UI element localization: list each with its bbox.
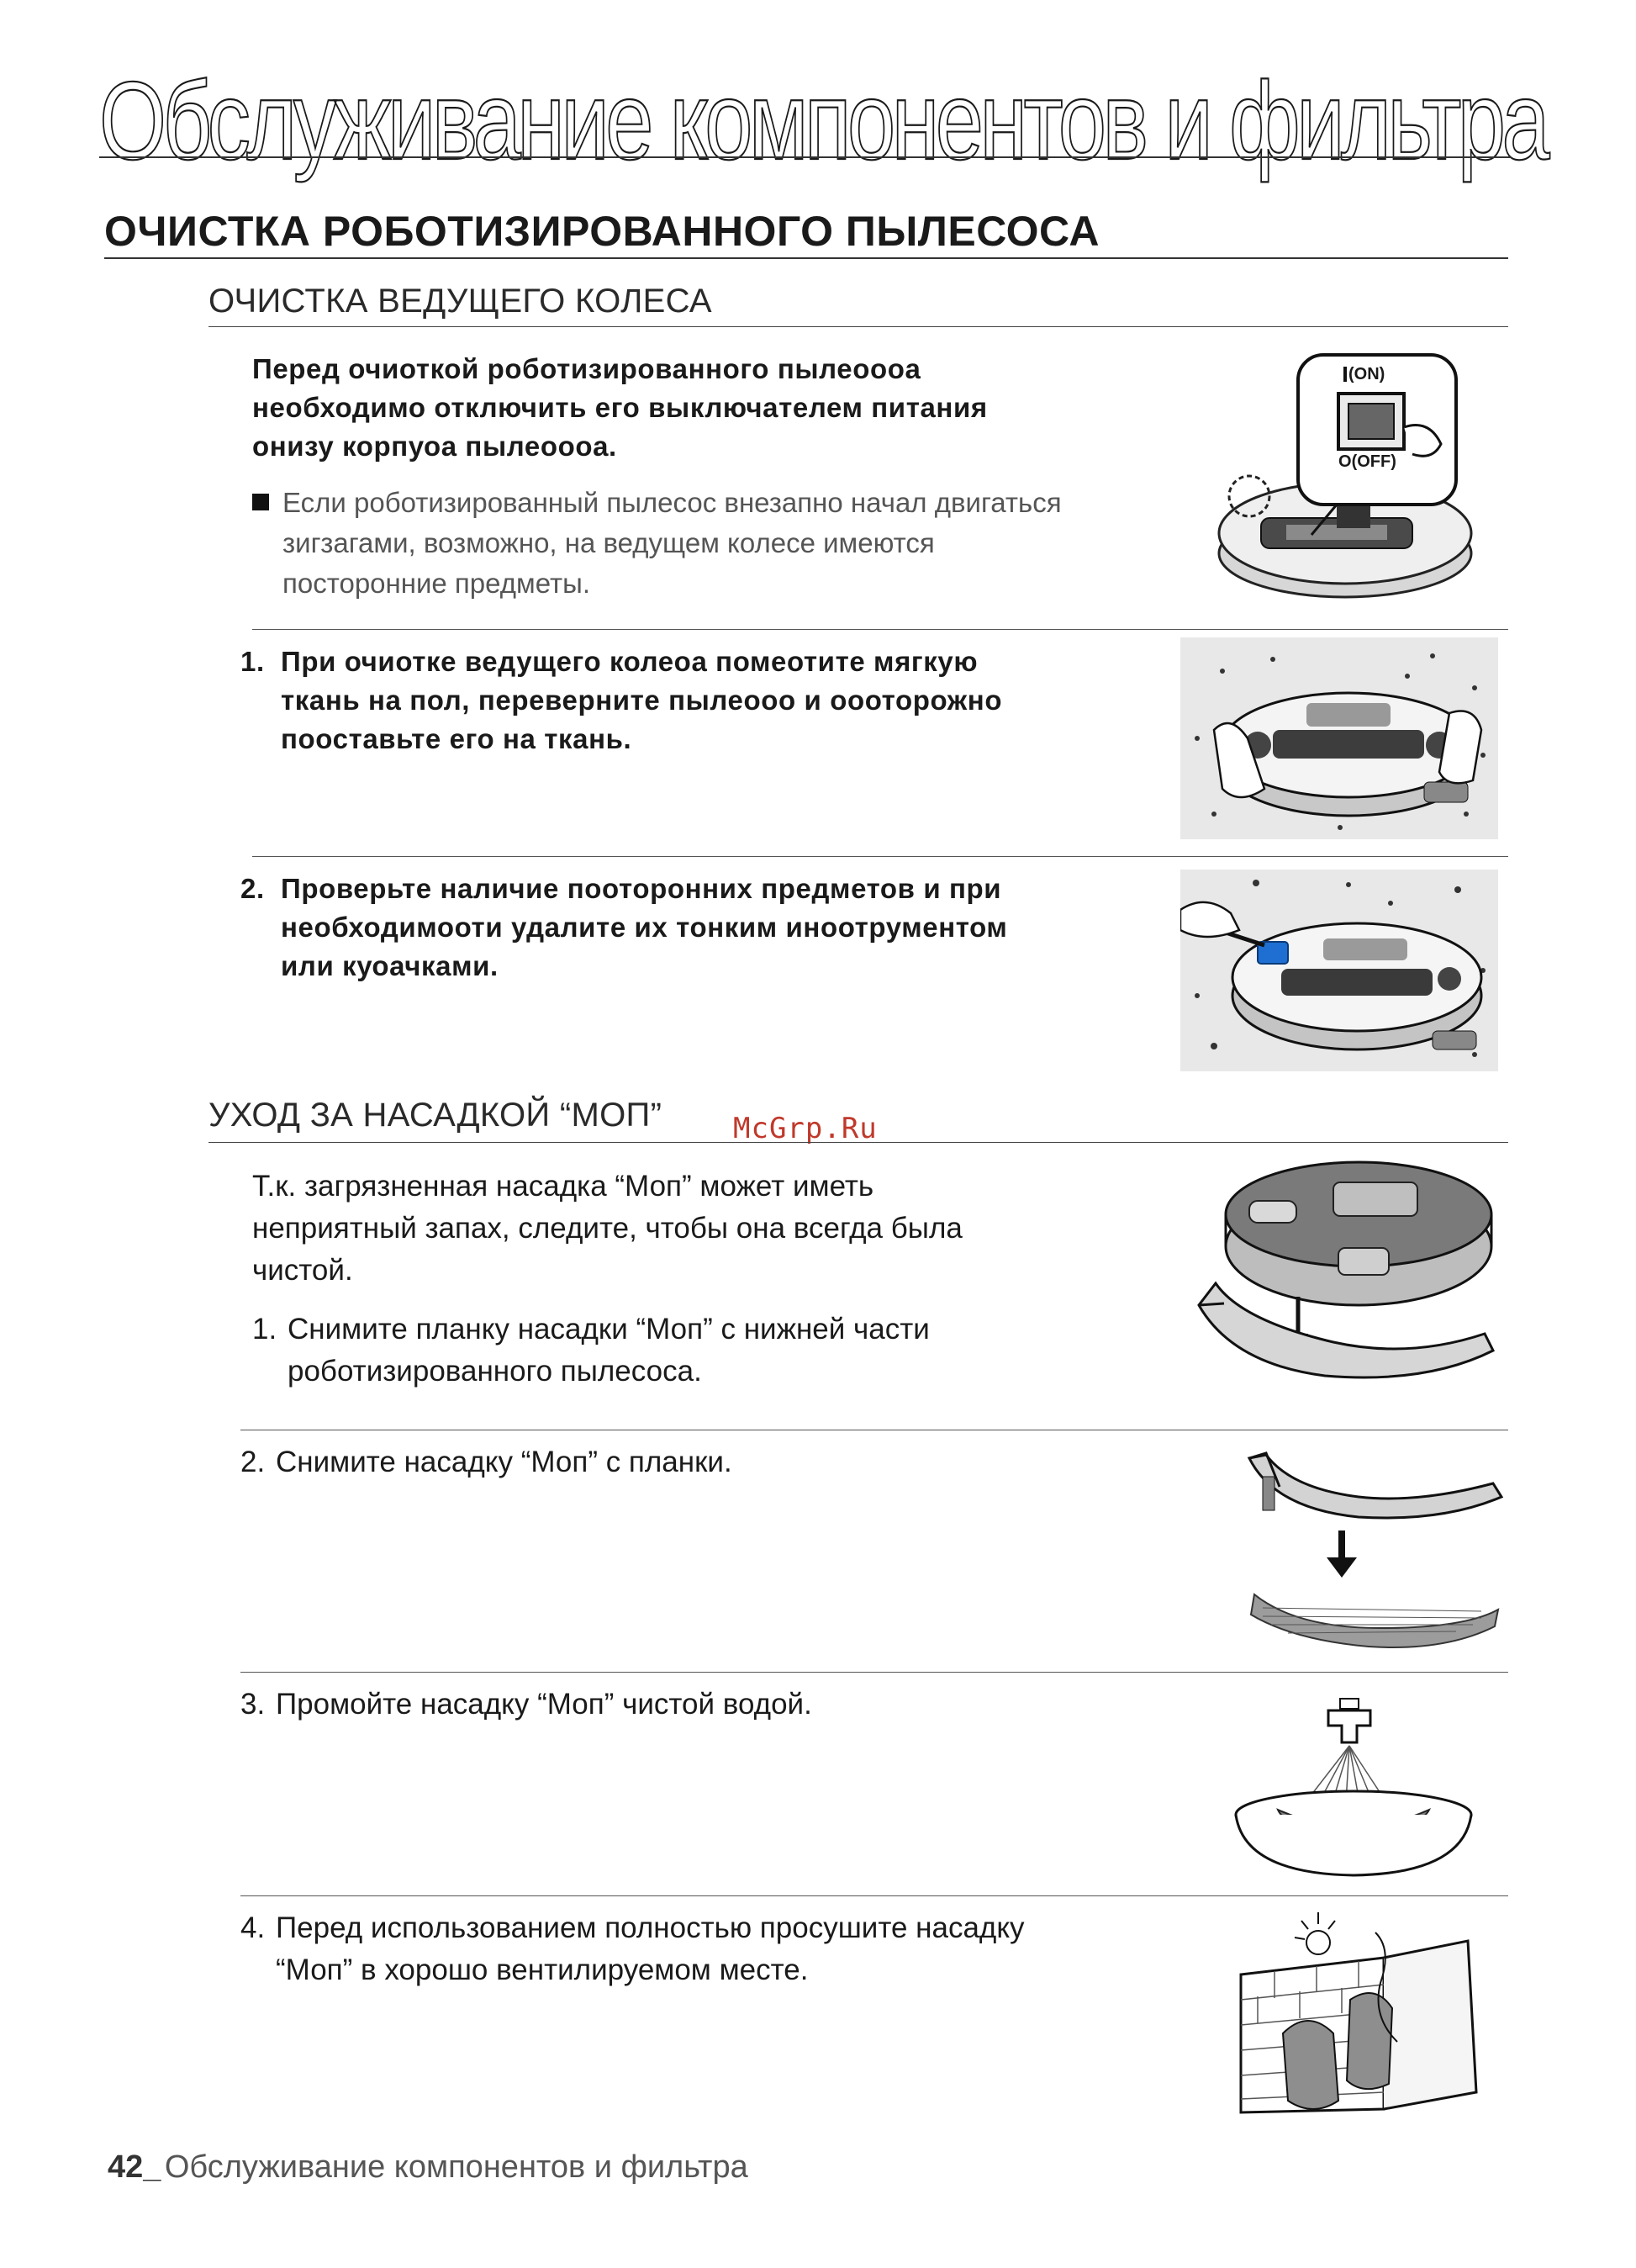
step-number: 3. (240, 1688, 266, 1721)
wheel-step-2 (240, 870, 1165, 986)
step-line: Проверьте наличие пооторонних предметов и при (281, 873, 1002, 904)
step-line: Снимите насадку “Моп” с планки. (276, 1446, 732, 1478)
switch-off-label: O(OFF) (1338, 452, 1396, 471)
robot-and-mop-plate-icon (1190, 1154, 1503, 1403)
step-number: 4. (240, 1911, 266, 1944)
power-switch-illustration (1211, 343, 1478, 605)
step-line: Промойте насадку “Моп” чистой водой. (276, 1688, 812, 1721)
wheel-step-1 (240, 642, 1165, 759)
page-number: 42_ (108, 2149, 161, 2185)
divider (240, 1895, 1508, 1896)
warning-line: необходимо отключить его выключателем питания (252, 392, 988, 423)
section-rule (104, 257, 1508, 259)
mop-heading-rule (208, 1142, 1508, 1143)
basin-and-faucet-icon (1227, 1690, 1480, 1882)
wheel-note (252, 483, 1185, 604)
wheel-heading-rule (208, 326, 1508, 327)
note-line: зигзагами, возможно, на ведущем колесе имеются (282, 527, 935, 558)
mop-pad-separation-icon (1238, 1446, 1507, 1660)
mop-step-4 (240, 1907, 1207, 1991)
dry-mop-illustration (1224, 1907, 1493, 2126)
step-line: Перед использованием полностью просушите насадку (276, 1911, 1025, 1944)
note-line: посторонние предметы. (282, 568, 590, 599)
step-line: пооставьте его на ткань. (281, 723, 632, 754)
flip-robot-illustration (1180, 637, 1498, 839)
tool-cleaning-wheel-icon (1180, 870, 1498, 1071)
step-line: “Моп” в хорошо вентилируемом месте. (276, 1953, 809, 1986)
step-number: 1. (240, 646, 265, 677)
mop-drying-by-wall-icon (1224, 1907, 1493, 2126)
intro-line: Т.к. загрязненная насадка “Моп” может иметь (252, 1170, 874, 1203)
wash-mop-illustration (1227, 1690, 1480, 1882)
step-line: Снимите планку насадки “Моп” с нижней части (288, 1313, 930, 1345)
step-line: необходимооти удалите их тонким иноотрументом (281, 912, 1008, 943)
switch-on-label: (ON) (1343, 365, 1385, 384)
footer-title: Обслуживание компонентов и фильтра (164, 2149, 748, 2185)
detach-mop-illustration (1238, 1446, 1507, 1660)
mop-heading: УХОД ЗА НАСАДКОЙ “МОП” (208, 1097, 662, 1134)
page-footer (108, 2149, 748, 2186)
step-number: 2. (240, 873, 265, 904)
note-line: Если роботизированный пылесос внезапно начал двигаться (282, 487, 1062, 518)
hands-flipping-robot-icon (1180, 637, 1498, 839)
warning-line: Перед очиоткой роботизированного пылеоооа (252, 353, 921, 384)
intro-line: неприятный запах, следите, чтобы она всегда была (252, 1212, 963, 1245)
watermark: McGrp.Ru (733, 1112, 878, 1145)
mop-step-3 (240, 1684, 1165, 1726)
step-number: 1. (252, 1313, 277, 1345)
square-bullet-icon (252, 494, 269, 510)
title-rule (99, 156, 1512, 158)
step-line: При очиотке ведущего колеоа помеотите мягкую (281, 646, 979, 677)
wheel-heading: ОЧИСТКА ВЕДУЩЕГО КОЛЕСА (208, 283, 712, 320)
divider (252, 856, 1508, 857)
step-line: ткань на пол, переверните пылеооо и оооторожно (281, 685, 1003, 716)
step-number: 2. (240, 1446, 266, 1478)
warning-line: онизу корпуоа пылеоооа. (252, 431, 617, 462)
mop-step-1 (252, 1308, 1177, 1393)
power-off-warning (252, 350, 1177, 466)
remove-debris-illustration (1180, 870, 1498, 1071)
step-line: или куоачками. (281, 950, 499, 981)
divider (240, 1672, 1508, 1673)
divider (252, 629, 1508, 630)
mop-step-2 (240, 1441, 1165, 1483)
page-title: Обслуживание компонентов и фильтра (99, 59, 1546, 182)
step-line: роботизированного пылесоса. (288, 1355, 702, 1388)
remove-mop-plate-illustration (1190, 1154, 1503, 1403)
mop-intro (252, 1166, 1177, 1292)
section-title: ОЧИСТКА РОБОТИЗИРОВАННОГО ПЫЛЕСОСА (104, 208, 1100, 255)
intro-line: чистой. (252, 1254, 353, 1287)
